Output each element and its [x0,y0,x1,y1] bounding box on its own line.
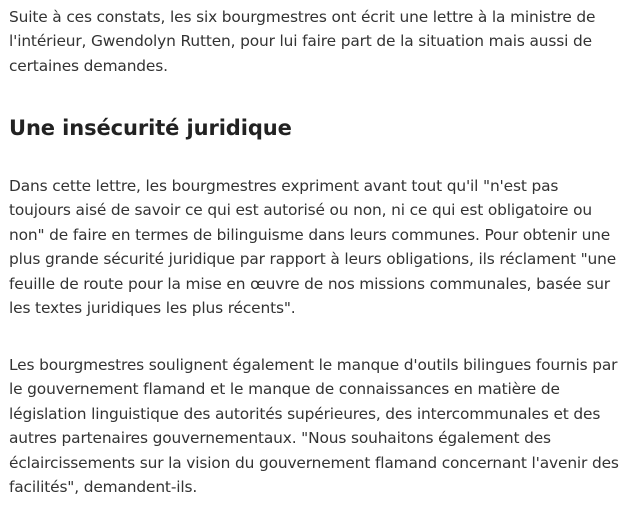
article-paragraph-3: Les bourgmestres soulignent également le manque d'outils bilingues fournis par le gouvernement flamand et le manque de connaissances en matière de législation linguistique des autorités supérieures, des intercommunales et des autres partenaires gouvernementaux. "Nous souhaitons également des éclaircissements sur la vision du gouvernement flamand concernant l'avenir des facilités", demandent-ils. [9,356,619,497]
section-heading: Une insécurité juridique [9,116,292,140]
article-paragraph-1: Suite à ces constats, les six bourgmestres ont écrit une lettre à la ministre de l'intérieur, Gwendolyn Rutten, pour lui faire part de la situation mais aussi de certaines demandes. [9,8,596,75]
article-paragraph-2: Dans cette lettre, les bourgmestres expriment avant tout qu'il "n'est pas toujours aisé de savoir ce qui est autorisé ou non, ni ce qui est obligatoire ou non" de faire en termes de bilinguisme dans leurs communes. Pour obtenir une plus grande sécurité juridique par rapport à leurs obligations, ils réclament "une feuille de route pour la mise en œuvre de nos missions communales, basée sur les textes juridiques les plus récents". [9,177,617,318]
